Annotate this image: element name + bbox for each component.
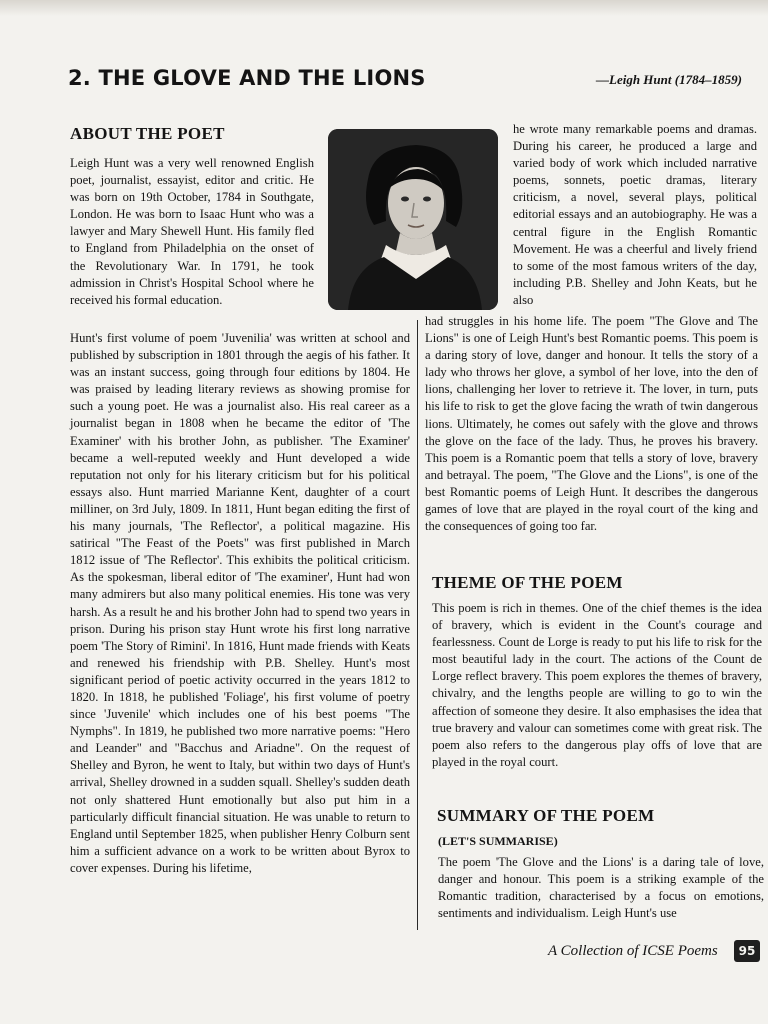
summary-subheading: (LET'S SUMMARISE) (438, 834, 558, 848)
poet-portrait (328, 129, 498, 310)
about-heading: ABOUT THE POET (70, 124, 225, 143)
summary-heading: SUMMARY OF THE POEM (437, 806, 655, 825)
poet-attribution: —Leigh Hunt (1784–1859) (596, 72, 742, 87)
theme-heading: THEME OF THE POEM (432, 573, 623, 592)
page-top-edge (0, 0, 768, 16)
theme-text: This poem is rich in themes. One of the chief themes is the idea of bravery, which is evident in the Count's courage and fearlessness. Count de Lorge is ready to put his life to risk for the most beautiful lady in the court. The actions of the Count de Lorge reflect bravery. This poem explores the themes of bravery, chivalry, and the lengths people are willing to go to win the affection of someone they desire. It also emphasises the idea that true bravery and valour can sometimes come with great risk. The poem also refers to the dangerous play offs of love that are played in the royal court. (432, 601, 762, 769)
column-divider (417, 320, 418, 930)
about-left-para-1: Leigh Hunt was a very well renowned English poet, journalist, essayist, editor and critic. He was born on 19th October, 1784 in Southgate, London. He was born to Isaac Hunt who was a lawyer and Mary Shewell Hunt. His family fled to England from Philadelphia on the onset of the Revolutionary War. In 1791, he took admission in Christ's Hospital School where he received his formal education. (70, 156, 314, 307)
about-right-para-1: he wrote many remarkable poems and dramas. During his career, he produced a large and varied body of work which included narrative poems, sonnets, poetic dramas, literary criticism, a novel, several plays, political editorial essays and an autobiography. He was a central figure in the English Romantic Movement. He was a cheerful and lively friend to some of the most famous writers of the day, including P.B. Shelley and John Keats, but he also (513, 122, 757, 307)
page-number: 95 (734, 940, 760, 962)
about-left-para-2: Hunt's first volume of poem 'Juvenilia' was written at school and published by subscription in 1801 through the aegis of his father. It was an instant success, going through four editions by 1804. He was praised by leading literary reviews as showing promise for such a young poet. He was a journalist also. His real career as a journalist began in 1808 when he became the editor of 'The Examiner' with his brother John, as publisher. 'The Examiner' became a well-reputed weekly and Hunt developed a wide reputation not only for his literary criticism but for his political essays also. Hunt married Marianne Kent, daughter of a court milliner, on 3rd July, 1809. In 1811, Hunt began editing the first of his many journals, 'The Reflector', a political magazine. His satirical "The Feast of the Poets" was first published in March 1812 issue of 'The Reflector'. This exhibits the political criticism. As the spokesman, liberal editor of 'The examiner', Hunt had won many admirers but also many political enemies. His tone was very harsh. As a result he and his brother John had to spend two years in prison. During his prison stay Hunt wrote his first long narrative poem 'The Story of Rimini'. In 1816, Hunt made friends with Keats and renewed his friendship with P.B. Shelley. Hunt's most significant period of poetic activity occurred in the years 1812 to 1820. In 1818, he published 'Foliage', his first volume of poetry since 'Juvenile' which includes one of his best poems "The Nymphs". In 1819, he published two more narrative poems: "Hero and Leander" and "Bacchus and Ariadne". On the request of Shelley and Byron, he went to Italy, but within two days of Hunt's arrival, Shelley drowned in a sudden squall. Shelley's sudden death not only shattered Hunt emotionally but also put him in a particularly difficult financial situation. He was unable to return to England until September 1825, when publisher Henry Colburn sent him a sufficient advance on a work to be written about Byrox to cover expenses. During his lifetime, (70, 331, 410, 875)
about-right-para-2: had struggles in his home life. The poem "The Glove and The Lions" is one of Leigh Hunt's best Romantic poems. This poem is a daring story of love, danger and honour. It tells the story of a lady who throws her glove, a symbol of her love, into the den of lions, challenging her lover to retrieve it. The lover, in turn, puts his life to risk to get the glove facing the wrath of twin dangerous lions. Ultimately, he comes out safely with the glove and throws the glove on the face of the lady. Thus, he proves his bravery. This poem is a Romantic poem that tells a story of love, bravery and betrayal. The poem, "The Glove and the Lions", is one of the best Romantic poems of Leigh Hunt. It describes the dangerous games of love that are played in the royal court of the king and the consequences of going too far. (425, 314, 758, 534)
summary-text: The poem 'The Glove and the Lions' is a daring tale of love, danger and honour. This poem is a striking example of the Romantic tradition, characterised by a focus on emotions, sentiments and individualism. Leigh Hunt's use (438, 855, 764, 921)
chapter-title: 2. THE GLOVE AND THE LIONS (68, 66, 426, 90)
book-title-footer: A Collection of ICSE Poems (548, 943, 718, 959)
